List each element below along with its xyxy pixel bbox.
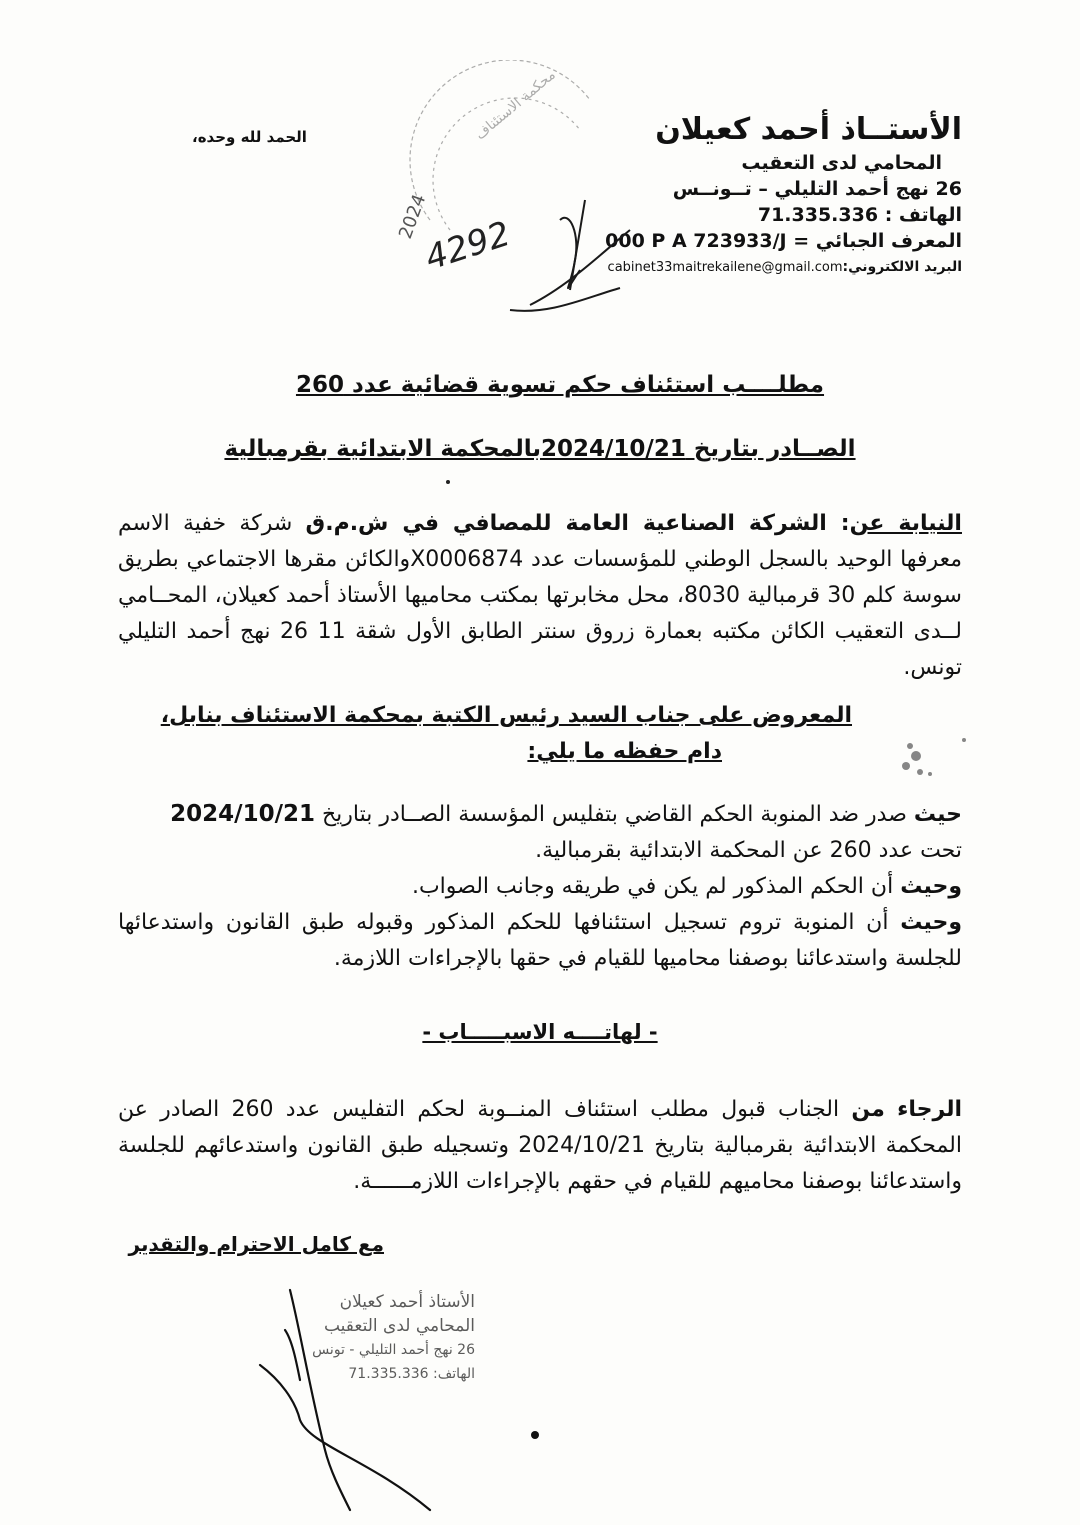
stamp-date: 2024	[394, 191, 431, 242]
representation-paragraph: النيابة عن: الشركة الصناعية العامة للمصافي في ش.م.ق شركة خفية الاسم معرفها الوحيد بالسجل الوطني للمؤسسات عدد X0006874والكائن مقرها الاجتماعي بطريق سوسة كلم 30 قرمبالية 8030، محل مخابرتها بمكتب محاميها الأستاذ أحمد كعيلان، المحــامي لــدى التعقيب الكائن مكتبه بعمارة زروق سنتر الطابق الأول شقة 11 26 نهج أحمد التليلي تونس.	[118, 511, 963, 680]
email-label: البريد الالكتروني:	[842, 259, 962, 275]
scan-dot-2	[440, 474, 456, 490]
closing-salutation: مع كامل الاحترام والتقدير	[128, 1232, 384, 1256]
handwritten-signature	[230, 1270, 490, 1520]
tax-id: 000 P A 723933/J	[605, 230, 787, 252]
phone-label: الهاتف :	[884, 204, 962, 226]
phone-number: 71.335.336	[757, 204, 879, 226]
lawyer-title: المحامي لدى التعقيب	[741, 152, 942, 174]
scan-smudge	[880, 726, 970, 786]
scan-dot	[520, 1425, 550, 1445]
tax-id-row	[602, 228, 962, 254]
request-word-2: من	[851, 1097, 885, 1122]
document-subtitle: الصــادر بتاريخ 2024/10/21بالمحكمة الابتدائية بقرمبالية	[224, 436, 856, 462]
addressee	[161, 698, 852, 770]
request-word: الرجاء	[897, 1097, 962, 1122]
lawyer-address: 26 نهج أحمد التليلي – تــونــس	[672, 178, 962, 200]
sig-stamp-line4: الهاتف: 71.335.336	[348, 1366, 475, 1382]
judgment-date: 2024/10/21	[170, 801, 315, 827]
whereas-word-1: حيث	[913, 802, 962, 827]
sig-stamp-line2: المحامي لدى التعقيب	[323, 1316, 475, 1336]
sig-stamp-line3: 26 نهج أحمد التليلي - تونس	[312, 1342, 475, 1358]
whereas-2	[118, 869, 962, 905]
greeting: الحمد لله وحده،	[192, 128, 307, 146]
sig-stamp-line1: الأستاذ أحمد كعيلان	[339, 1292, 475, 1312]
addressee-line2: دام حفظه ما يلي:	[527, 739, 722, 764]
stamp-number: 4292	[420, 213, 516, 279]
representation-text: شركة خفية الاسم معرفها الوحيد بالسجل الوطني للمؤسسات عدد X0006874والكائن مقرها الاجتماعي بطريق سوسة كلم 30 قرمبالية 8030، محل مخابرتها بمكتب محاميها الأستاذ أحمد كعيلان، المحــامي لــدى التعقيب الكائن مكتبه بعمارة زروق سنتر الطابق الأول شقة 11 26 نهج أحمد التليلي تونس.	[118, 511, 963, 680]
whereas-paragraph	[118, 796, 962, 977]
whereas-text-1: صدر ضد المنوبة الحكم القاضي بتفليس المؤسسة الصــادر بتاريخ	[321, 802, 907, 827]
whereas-text-2: أن الحكم المذكور لم يكن في طريقه وجانب الصواب.	[411, 874, 894, 899]
addressee-line1: المعروض على جناب السيد رئيس الكتبة بمحكمة الاستئناف بنابل،	[160, 703, 852, 728]
email-address: cabinet33maitrekailene@gmail.com	[607, 260, 843, 275]
letterhead	[602, 110, 962, 281]
whereas-1	[118, 796, 962, 833]
company-name: الشركة الصناعية العامة للمصافي في ش.م.ق	[305, 511, 827, 536]
lawyer-name: الأستــاذ أحمد كعيلان	[655, 112, 962, 147]
registration-stamp	[370, 60, 650, 340]
whereas-word-2: وحيث	[900, 874, 962, 899]
tax-id-label: المعرف الجبائي =	[793, 230, 962, 252]
whereas-word-3: وحيث	[900, 910, 962, 935]
document-title: مطلــــب استئناف حكم تسوية قضائية عدد 260	[295, 372, 825, 398]
email-row	[602, 254, 962, 281]
representation-label: النيابة عن	[849, 511, 962, 536]
whereas-text-1b: تحت عدد 260 عن المحكمة الابتدائية بقرمبالية.	[535, 838, 962, 863]
request-text: الجناب قبول مطلب استئناف المنــوبة لحكم التفليس عدد 260 الصادر عن المحكمة الابتدائية بقرمبالية بتاريخ 2024/10/21 وتسجيله طبق القانون واستدعائهم للجلسة واستدعائنا بوصفنا محاميهم للقيام في حقهم بالإجراءات اللازمــــــة.	[118, 1097, 962, 1194]
whereas-3	[118, 905, 962, 977]
whereas-text-3: أن المنوبة تروم تسجيل استئنافها للحكم المذكور وقبوله طبق القانون واستدعائها للجلسة واستدعائنا بوصفنا محاميها للقيام في حقها بالإجراءات اللازمة.	[118, 910, 962, 971]
reasons-heading: - لهاتــــه الاسبـــــاب -	[422, 1020, 658, 1044]
stamp-seal-text: محكمة الاستئناف	[472, 66, 559, 144]
phone-row	[602, 202, 962, 228]
request-paragraph	[118, 1092, 962, 1200]
